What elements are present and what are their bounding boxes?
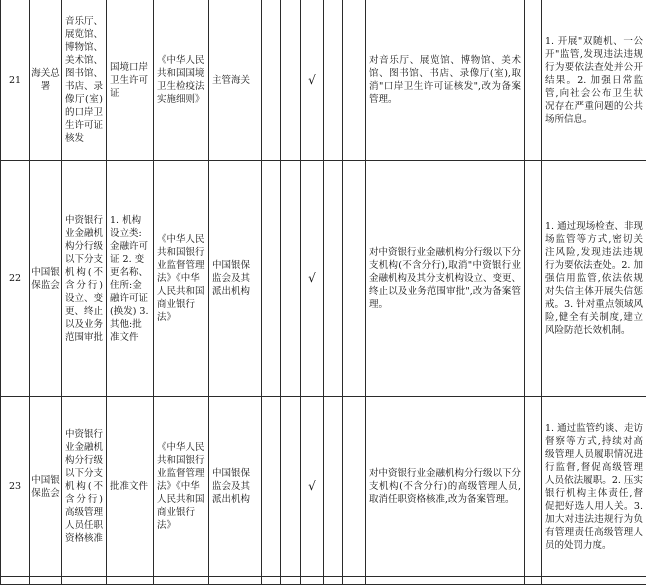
authority-cell: 主管海关 xyxy=(209,0,262,161)
empty-cell xyxy=(209,577,262,585)
empty-cell xyxy=(30,577,62,585)
empty-cell xyxy=(324,0,343,161)
empty-cell xyxy=(525,397,542,577)
empty-cell xyxy=(324,161,343,397)
authority-cell: 中国银保监会及其派出机构 xyxy=(209,161,262,397)
empty-cell xyxy=(281,0,301,161)
empty-cell xyxy=(281,397,301,577)
supervision-cell: 1. 通过监管约谈、走访督察等方式,持续对高级管理人员履职情况进行监督,督促高级管理人员依法履职。2. 压实银行机构主体责任,督促把好选人用人关。3. 加大对违法违规行为负有管理责任高级管理人员的处罚力度。 xyxy=(542,397,646,577)
item-cell: 中资银行业金融机构分行级以下分支机构(不含分行)高级管理人员任职资格核准 xyxy=(62,397,107,577)
table-row xyxy=(1,577,646,585)
empty-cell xyxy=(262,577,281,585)
empty-cell xyxy=(366,577,525,585)
empty-cell xyxy=(343,0,366,161)
row-number: 22 xyxy=(1,161,30,397)
check-mark: √ xyxy=(301,0,324,161)
empty-cell xyxy=(525,161,542,397)
empty-cell xyxy=(262,397,281,577)
empty-cell xyxy=(301,577,324,585)
measure-cell: 对中资银行业金融机构分行级以下分支机构(不含分行),取消"中资银行业金融机构及其分支机构设立、变更、终止以及业务范围审批",改为备案管理。 xyxy=(366,161,525,397)
sub-item-cell: 国境口岸卫生许可证 xyxy=(107,0,154,161)
sub-item-cell: 1. 机构设立类:金融许可证 2. 变更名称、住所:金融许可证(换发) 3. 其他:批准文件 xyxy=(107,161,154,397)
table-row xyxy=(1,0,646,161)
item-cell: 中资银行业金融机构分行级以下分支机构(不含分行)设立、变更、终止以及业务范围审批 xyxy=(62,161,107,397)
empty-cell xyxy=(324,397,343,577)
empty-cell xyxy=(343,577,366,585)
empty-cell xyxy=(542,577,646,585)
measure-cell: 对中资银行业金融机构分行级以下分支机构(不含分行)的高级管理人员,取消任职资格核准,改为备案管理。 xyxy=(366,397,525,577)
check-mark: √ xyxy=(301,161,324,397)
table-row xyxy=(1,161,646,397)
empty-cell xyxy=(154,577,209,585)
empty-cell xyxy=(324,577,343,585)
sub-item-cell: 批准文件 xyxy=(107,397,154,577)
empty-cell xyxy=(262,0,281,161)
department-cell: 海关总署 xyxy=(30,0,62,161)
item-cell: 音乐厅、展览馆、博物馆、美术馆、图书馆、书店、录像厅(室)的口岸卫生许可证核发 xyxy=(62,0,107,161)
empty-cell xyxy=(281,577,301,585)
empty-cell xyxy=(1,577,30,585)
basis-cell: 《中华人民共和国银行业监督管理法》《中华人民共和国商业银行法》 xyxy=(154,397,209,577)
empty-cell xyxy=(525,0,542,161)
empty-cell xyxy=(62,577,107,585)
supervision-cell: 1. 开展"双随机、一公开"监管,发现违法违规行为要依法查处并公开结果。2. 加强日常监管,向社会公布卫生状况存在严重问题的公共场所信息。 xyxy=(542,0,646,161)
department-cell: 中国银保监会 xyxy=(30,397,62,577)
empty-cell xyxy=(262,161,281,397)
basis-cell: 《中华人民共和国国境卫生检疫法实施细则》 xyxy=(154,0,209,161)
department-cell: 中国银保监会 xyxy=(30,161,62,397)
row-number: 23 xyxy=(1,397,30,577)
empty-cell xyxy=(525,577,542,585)
table-row xyxy=(1,397,646,577)
empty-cell xyxy=(343,161,366,397)
row-number: 21 xyxy=(1,0,30,161)
supervision-cell: 1. 通过现场检查、非现场监管等方式,密切关注风险,发现违法违规行为要依法查处。2. 加强信用监管,依法依规对失信主体开展失信惩戒。3. 针对重点领域风险,健全有关制度,建立风险防范长效机制。 xyxy=(542,161,646,397)
authority-cell: 中国银保监会及其派出机构 xyxy=(209,397,262,577)
check-mark: √ xyxy=(301,397,324,577)
empty-cell xyxy=(281,161,301,397)
empty-cell xyxy=(107,577,154,585)
basis-cell: 《中华人民共和国银行业监督管理法》《中华人民共和国商业银行法》 xyxy=(154,161,209,397)
measure-cell: 对音乐厅、展览馆、博物馆、美术馆、图书馆、书店、录像厅(室),取消"口岸卫生许可证核发",改为备案管理。 xyxy=(366,0,525,161)
empty-cell xyxy=(343,397,366,577)
